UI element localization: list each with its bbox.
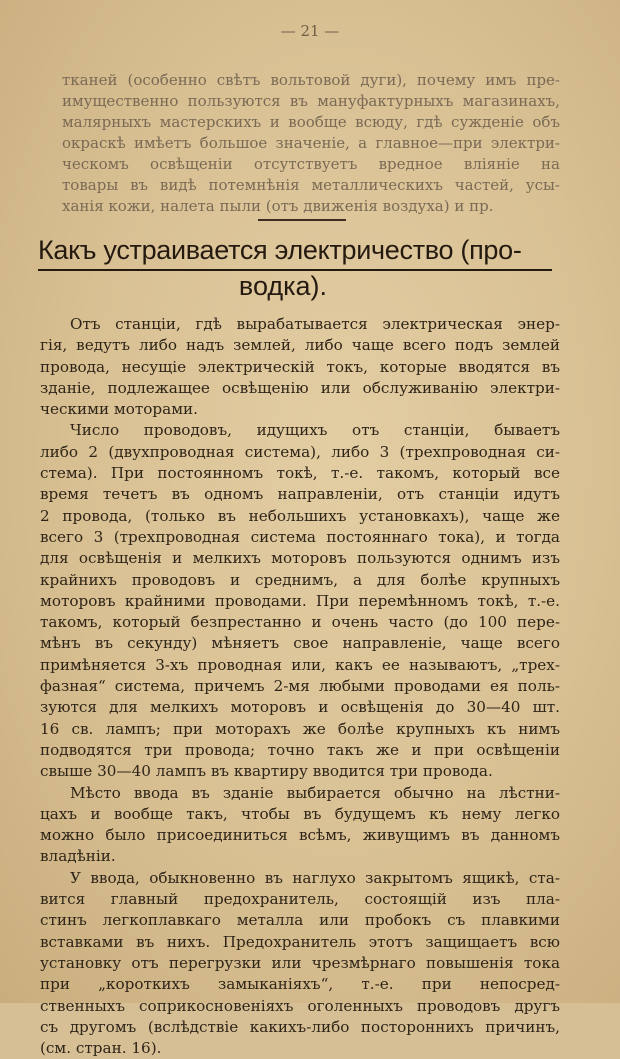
body-text-line: установку отъ перегрузки или чрезмѣрнаго повышенія тока bbox=[40, 953, 560, 972]
body-text-line: (см. стран. 16). bbox=[40, 1039, 162, 1058]
body-text-line: съ другомъ (вслѣдствіе какихъ-либо постороннихъ причинъ, bbox=[40, 1017, 560, 1036]
body-text-line: для освѣщенія и мелкихъ моторовъ пользуются однимъ изъ bbox=[40, 549, 560, 568]
body-text-line: гія, ведутъ либо надъ землей, либо чаще всего подъ землей bbox=[40, 336, 560, 355]
section-divider bbox=[258, 219, 346, 221]
body-text-line: стема). При постоянномъ токѣ, т.-е. такомъ, который все bbox=[40, 464, 560, 483]
body-text-line: крайнихъ проводовъ и среднимъ, а для болѣе крупныхъ bbox=[40, 570, 560, 589]
body-text-line: вставками въ нихъ. Предохранитель этотъ защищаетъ всю bbox=[40, 932, 560, 951]
section-heading-line-2: водка). bbox=[238, 271, 328, 301]
body-text-line: такомъ, который безпрестанно и очень часто (до 100 пере- bbox=[40, 613, 560, 632]
body-text-line: цахъ и вообще такъ, чтобы въ будущемъ къ нему легко bbox=[40, 804, 560, 823]
body-text-line: либо 2 (двухпроводная система), либо 3 (трехпроводная си- bbox=[40, 442, 560, 461]
body-text-line: Число проводовъ, идущихъ отъ станціи, бываетъ bbox=[70, 421, 560, 440]
body-text-line: фазная“ система, причемъ 2-мя любыми проводами ея поль- bbox=[40, 677, 560, 696]
top-paragraph-line: тканей (особенно свѣтъ вольтовой дуги), почему имъ пре- bbox=[62, 71, 560, 89]
body-text-line: при „короткихъ замыканіяхъ“, т.-е. при непосред- bbox=[40, 975, 560, 994]
top-paragraph-line: товары въ видѣ потемнѣнія металлическихъ частей, усы- bbox=[62, 176, 560, 194]
body-text-line: зуются для мелкихъ моторовъ и освѣщенія до 30—40 шт. bbox=[40, 698, 560, 717]
body-text-line: владѣніи. bbox=[40, 847, 116, 866]
body-text-line: примѣняется 3-хъ проводная или, какъ ее называютъ, „трех- bbox=[40, 655, 560, 674]
section-heading-line-1: Какъ устраивается электричество (про- bbox=[38, 235, 522, 265]
body-text-line: всего 3 (трехпроводная система постояннаго тока), и тогда bbox=[40, 527, 560, 546]
page-number: — 21 — bbox=[280, 22, 340, 40]
body-text bbox=[40, 314, 560, 1059]
body-text-line: свыше 30—40 лампъ въ квартиру вводится три провода. bbox=[40, 762, 493, 781]
body-text-line: моторовъ крайними проводами. При перемѣнномъ токѣ, т.-е. bbox=[40, 591, 560, 610]
section-heading bbox=[38, 232, 558, 304]
body-text-line: ственныхъ соприкосновеніяхъ оголенныхъ проводовъ другъ bbox=[40, 996, 560, 1015]
body-text-line: Мѣсто ввода въ зданіе выбирается обычно на лѣстни- bbox=[70, 783, 560, 802]
body-text-line: подводятся три провода; точно такъ же и при освѣщеніи bbox=[40, 740, 560, 759]
body-text-line: 2 провода, (только въ небольшихъ установкахъ), чаще же bbox=[40, 506, 560, 525]
top-paragraph-line: окраскѣ имѣетъ большое значеніе, а главное—при электри- bbox=[62, 134, 560, 152]
top-paragraph-line: ческомъ освѣщеніи отсутствуетъ вредное вліяніе на bbox=[62, 155, 560, 173]
body-text-line: зданіе, подлежащее освѣщенію или обслуживанію электри- bbox=[40, 378, 560, 397]
body-text-line: можно было присоединиться всѣмъ, живущимъ въ данномъ bbox=[40, 826, 560, 845]
body-text-line: мѣнъ въ секунду) мѣняетъ свое направленіе, чаще всего bbox=[40, 634, 560, 653]
heading-underline bbox=[38, 269, 552, 271]
top-paragraph-line: ханія кожи, налета пыли (отъ движенія воздуха) и пр. bbox=[62, 197, 494, 215]
body-text-line: стинъ легкоплавкаго металла или пробокъ съ плавкими bbox=[40, 911, 560, 930]
body-text-line: вится главный предохранитель, состоящій изъ пла- bbox=[40, 890, 560, 909]
body-text-line: время течетъ въ одномъ направленіи, отъ станціи идутъ bbox=[40, 485, 560, 504]
body-text-line: ческими моторами. bbox=[40, 400, 198, 419]
top-paragraph-line: малярныхъ мастерскихъ и вообще всюду, гдѣ сужденіе объ bbox=[62, 113, 560, 131]
body-text-line: У ввода, обыкновенно въ наглухо закрытомъ ящикѣ, ста- bbox=[70, 868, 560, 887]
top-paragraph-line: имущественно пользуются въ мануфактурныхъ магазинахъ, bbox=[62, 92, 560, 110]
body-text-line: провода, несущіе электрическій токъ, которые вводятся въ bbox=[40, 357, 560, 376]
body-text-line: 16 св. лампъ; при моторахъ же болѣе крупныхъ къ нимъ bbox=[40, 719, 560, 738]
top-paragraph bbox=[62, 70, 560, 217]
body-text-line: Отъ станціи, гдѣ вырабатывается электрическая энер- bbox=[70, 315, 560, 333]
